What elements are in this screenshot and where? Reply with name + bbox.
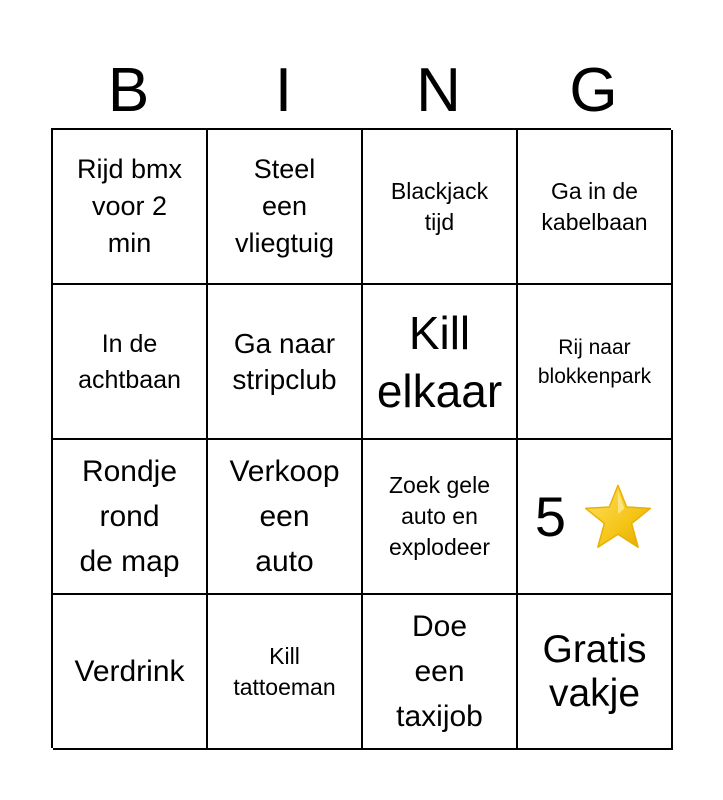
- cell-label: Rondje rond de map: [79, 455, 180, 578]
- header-letter-b: B: [107, 56, 150, 125]
- bingo-cell-r2c2[interactable]: [208, 285, 363, 440]
- bingo-cell-r1c2[interactable]: [208, 130, 363, 285]
- cell-label: Ga in de kabelbaan: [541, 177, 648, 235]
- bingo-cell-r1c3[interactable]: [363, 130, 518, 285]
- header-letter-g: G: [569, 56, 618, 125]
- bingo-cell-r2c1[interactable]: [53, 285, 208, 440]
- bingo-grid: [51, 128, 671, 748]
- bingo-cell-r3c4[interactable]: [518, 440, 673, 595]
- cell-label: Blackjack tijd: [390, 177, 489, 235]
- header-letter-n: N: [416, 56, 461, 125]
- cell-label: Doe een taxijob: [396, 610, 483, 733]
- bingo-header: [51, 54, 671, 128]
- cell-label: Verdrink: [74, 655, 185, 688]
- bingo-cell-r4c4[interactable]: [518, 595, 673, 750]
- bingo-cell-r4c3[interactable]: [363, 595, 518, 750]
- cell-label: In de achtbaan: [78, 329, 181, 394]
- bingo-cell-r3c2[interactable]: [208, 440, 363, 595]
- star-count: 5: [534, 484, 567, 548]
- cell-label: Rijd bmx voor 2 min: [76, 154, 183, 258]
- bingo-cell-r4c1[interactable]: [53, 595, 208, 750]
- bingo-cell-r3c3[interactable]: [363, 440, 518, 595]
- header-letter-i: I: [274, 56, 293, 125]
- bingo-cell-r1c1[interactable]: [53, 130, 208, 285]
- cell-label: Ga naar stripclub: [232, 327, 337, 395]
- bingo-cell-r1c4[interactable]: [518, 130, 673, 285]
- star-icon: [582, 481, 654, 553]
- cell-label: Kill tattoeman: [233, 642, 336, 700]
- bingo-cell-r2c3[interactable]: [363, 285, 518, 440]
- cell-label: Rij naar blokkenpark: [537, 335, 652, 388]
- bingo-cell-r4c2[interactable]: [208, 595, 363, 750]
- cell-label: Steel een vliegtuig: [234, 154, 335, 258]
- cell-label: Kill elkaar: [376, 306, 503, 417]
- cell-label: Gratis vakje: [542, 627, 647, 715]
- cell-label: Verkoop een auto: [229, 455, 340, 578]
- cell-label: Zoek gele auto en explodeer: [388, 472, 491, 560]
- bingo-cell-r2c4[interactable]: [518, 285, 673, 440]
- bingo-cell-r3c1[interactable]: [53, 440, 208, 595]
